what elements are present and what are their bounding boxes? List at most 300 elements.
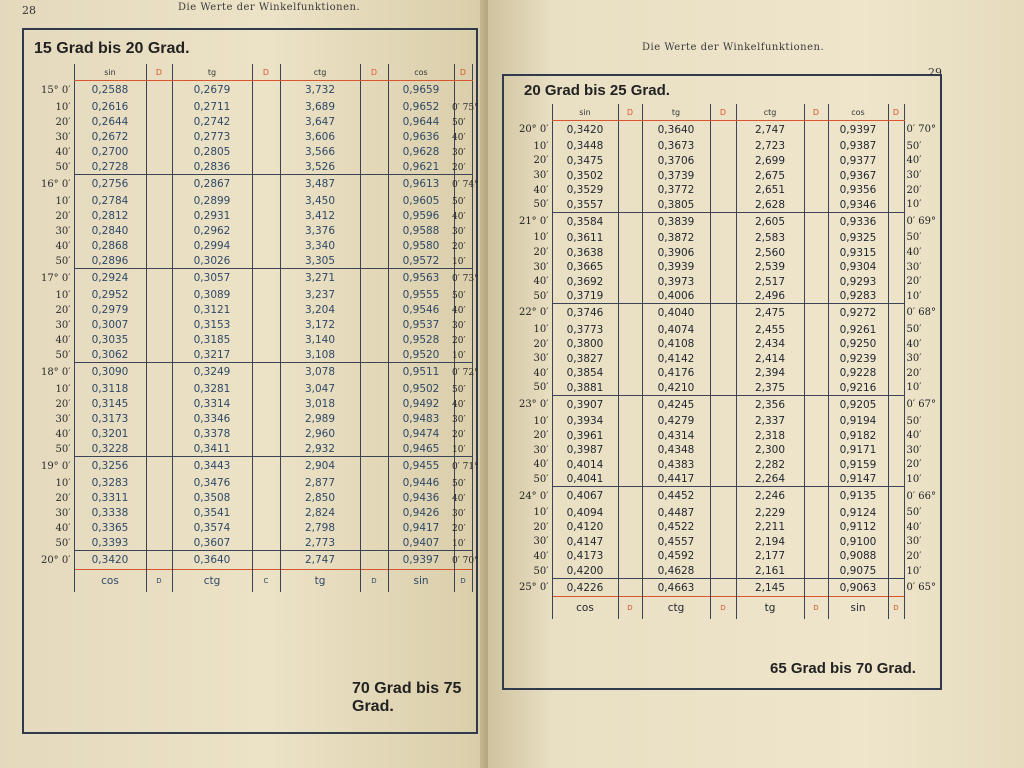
angle-label: 30′ bbox=[533, 261, 549, 273]
tg-value: 0,4663 bbox=[642, 578, 710, 597]
diff-cell bbox=[710, 428, 736, 443]
table-row bbox=[504, 183, 956, 198]
ctg-value: 3,108 bbox=[280, 348, 360, 363]
table-row bbox=[504, 154, 956, 169]
sin-value: 0,2616 bbox=[74, 100, 146, 115]
cos-value: 0,9520 bbox=[388, 348, 454, 363]
table-row bbox=[26, 130, 472, 145]
sin-value: 0,3800 bbox=[552, 337, 618, 352]
cos-value: 0,9596 bbox=[388, 209, 454, 224]
angle-label: 50′ bbox=[55, 255, 71, 267]
sin-value: 0,2700 bbox=[74, 145, 146, 160]
cos-value: 0,9492 bbox=[388, 397, 454, 412]
complement-angle-label: 10′ bbox=[906, 199, 922, 211]
sin-value: 0,3773 bbox=[552, 322, 618, 337]
diff-cell bbox=[146, 457, 172, 476]
column-footer: D bbox=[146, 570, 172, 592]
tg-value: 0,4314 bbox=[642, 428, 710, 443]
diff-cell bbox=[252, 348, 280, 363]
diff-cell bbox=[252, 476, 280, 491]
diff-cell bbox=[804, 212, 828, 231]
diff-cell bbox=[146, 175, 172, 194]
diff-cell bbox=[710, 520, 736, 535]
diff-cell bbox=[252, 427, 280, 442]
header-blank bbox=[26, 570, 74, 592]
diff-cell bbox=[618, 212, 642, 231]
cos-value: 0,9315 bbox=[828, 245, 888, 260]
diff-cell bbox=[618, 578, 642, 597]
diff-cell bbox=[804, 139, 828, 154]
ctg-value: 2,583 bbox=[736, 231, 804, 246]
diff-cell bbox=[618, 351, 642, 366]
tg-value: 0,2711 bbox=[172, 100, 252, 115]
header-blank bbox=[904, 104, 956, 121]
diff-cell bbox=[618, 535, 642, 550]
diff-cell bbox=[618, 487, 642, 506]
complement-angle-label: 0′ 72° bbox=[452, 368, 479, 378]
table-row bbox=[504, 274, 956, 289]
cos-value: 0,9261 bbox=[828, 322, 888, 337]
diff-cell bbox=[888, 458, 904, 473]
table-row bbox=[504, 549, 956, 564]
sin-value: 0,3557 bbox=[552, 197, 618, 212]
tg-value: 0,3346 bbox=[172, 412, 252, 427]
table-row bbox=[26, 427, 472, 442]
tg-value: 0,4557 bbox=[642, 535, 710, 550]
angle-label: 19° 0′ bbox=[40, 460, 71, 472]
bottom-header-row bbox=[26, 570, 472, 592]
complement-angle-label: 30′ bbox=[906, 353, 922, 365]
cos-value: 0,9502 bbox=[388, 382, 454, 397]
diff-cell bbox=[252, 506, 280, 521]
ctg-value: 2,699 bbox=[736, 154, 804, 169]
sin-value: 0,3007 bbox=[74, 318, 146, 333]
angle-label: 10′ bbox=[533, 140, 549, 152]
table-row bbox=[504, 443, 956, 458]
table-row bbox=[26, 160, 472, 175]
diff-cell bbox=[888, 487, 904, 506]
diff-cell bbox=[804, 414, 828, 429]
sin-value: 0,4226 bbox=[552, 578, 618, 597]
diff-cell bbox=[888, 381, 904, 396]
diff-cell bbox=[618, 549, 642, 564]
tg-value: 0,3185 bbox=[172, 333, 252, 348]
ctg-value: 2,211 bbox=[736, 520, 804, 535]
angle-label: 20′ bbox=[533, 430, 549, 442]
right-range-bottom: 65 Grad bis 70 Grad. bbox=[770, 660, 916, 677]
diff-cell bbox=[252, 536, 280, 551]
diff-cell bbox=[360, 239, 388, 254]
diff-cell bbox=[804, 381, 828, 396]
tg-value: 0,3153 bbox=[172, 318, 252, 333]
diff-cell bbox=[146, 476, 172, 491]
ctg-value: 3,305 bbox=[280, 254, 360, 269]
angle-label: 30′ bbox=[55, 225, 71, 237]
column-header: sin bbox=[552, 104, 618, 121]
sin-value: 0,4014 bbox=[552, 458, 618, 473]
tg-value: 0,2994 bbox=[172, 239, 252, 254]
ctg-value: 3,140 bbox=[280, 333, 360, 348]
diff-cell bbox=[360, 412, 388, 427]
table-row bbox=[504, 472, 956, 487]
sin-value: 0,3881 bbox=[552, 381, 618, 396]
table-row bbox=[504, 231, 956, 246]
cos-value: 0,9171 bbox=[828, 443, 888, 458]
cos-value: 0,9636 bbox=[388, 130, 454, 145]
ctg-value: 3,732 bbox=[280, 81, 360, 100]
diff-cell bbox=[146, 130, 172, 145]
cos-value: 0,9075 bbox=[828, 564, 888, 579]
tg-value: 0,3673 bbox=[642, 139, 710, 154]
tg-value: 0,3640 bbox=[172, 551, 252, 570]
cos-value: 0,9100 bbox=[828, 535, 888, 550]
angle-label: 10′ bbox=[533, 324, 549, 336]
angle-label: 20′ bbox=[55, 116, 71, 128]
diff-cell bbox=[804, 505, 828, 520]
angle-label: 50′ bbox=[533, 565, 549, 577]
diff-cell bbox=[146, 348, 172, 363]
tg-value: 0,2773 bbox=[172, 130, 252, 145]
diff-cell bbox=[710, 549, 736, 564]
diff-cell bbox=[146, 397, 172, 412]
diff-cell bbox=[360, 81, 388, 100]
diff-cell bbox=[360, 100, 388, 115]
complement-angle-label: 0′ 68° bbox=[906, 307, 937, 319]
complement-angle-label: 10′ bbox=[452, 539, 466, 549]
ctg-value: 2,337 bbox=[736, 414, 804, 429]
column-header: sin bbox=[74, 64, 146, 81]
table-row bbox=[26, 269, 472, 288]
table-row bbox=[26, 491, 472, 506]
diff-cell bbox=[888, 245, 904, 260]
table-row bbox=[26, 521, 472, 536]
ctg-value: 2,747 bbox=[736, 121, 804, 140]
angle-label: 40′ bbox=[55, 146, 71, 158]
tg-value: 0,3739 bbox=[642, 168, 710, 183]
tg-value: 0,4108 bbox=[642, 337, 710, 352]
diff-cell bbox=[804, 231, 828, 246]
complement-angle-label: 30′ bbox=[906, 536, 922, 548]
ctg-value: 2,539 bbox=[736, 260, 804, 275]
ctg-value: 2,356 bbox=[736, 395, 804, 414]
diff-cell bbox=[804, 274, 828, 289]
angle-label: 24° 0′ bbox=[518, 490, 549, 502]
ctg-value: 2,798 bbox=[280, 521, 360, 536]
ctg-value: 3,376 bbox=[280, 224, 360, 239]
diff-cell bbox=[618, 472, 642, 487]
diff-cell bbox=[618, 304, 642, 323]
sin-value: 0,4147 bbox=[552, 535, 618, 550]
right-trig-table bbox=[504, 104, 956, 619]
complement-angle-label: 0′ 66° bbox=[906, 490, 937, 502]
diff-cell bbox=[360, 521, 388, 536]
ctg-value: 2,161 bbox=[736, 564, 804, 579]
table-row bbox=[26, 412, 472, 427]
left-running-title: Die Werte der Winkelfunktionen. bbox=[178, 2, 361, 13]
cos-value: 0,9112 bbox=[828, 520, 888, 535]
sin-value: 0,3448 bbox=[552, 139, 618, 154]
diff-cell bbox=[146, 491, 172, 506]
diff-cell bbox=[888, 121, 904, 140]
ctg-value: 2,496 bbox=[736, 289, 804, 304]
diff-cell bbox=[710, 351, 736, 366]
tg-value: 0,3443 bbox=[172, 457, 252, 476]
diff-cell bbox=[804, 472, 828, 487]
diff-cell bbox=[252, 288, 280, 303]
diff-cell bbox=[804, 197, 828, 212]
complement-angle-label: 30′ bbox=[452, 148, 466, 158]
column-header: D bbox=[146, 64, 172, 81]
diff-cell bbox=[618, 322, 642, 337]
diff-cell bbox=[710, 535, 736, 550]
complement-angle-label: 30′ bbox=[906, 261, 922, 273]
cos-value: 0,9546 bbox=[388, 303, 454, 318]
cos-value: 0,9483 bbox=[388, 412, 454, 427]
angle-label: 30′ bbox=[533, 170, 549, 182]
diff-cell bbox=[888, 472, 904, 487]
tg-value: 0,3805 bbox=[642, 197, 710, 212]
diff-cell bbox=[618, 154, 642, 169]
complement-angle-label: 50′ bbox=[452, 118, 466, 128]
table-row bbox=[26, 175, 472, 194]
cos-value: 0,9426 bbox=[388, 506, 454, 521]
cos-value: 0,9239 bbox=[828, 351, 888, 366]
diff-cell bbox=[252, 457, 280, 476]
complement-angle-label: 30′ bbox=[906, 444, 922, 456]
complement-angle-label: 40′ bbox=[452, 212, 466, 222]
complement-angle-label: 10′ bbox=[906, 473, 922, 485]
sin-value: 0,4067 bbox=[552, 487, 618, 506]
diff-cell bbox=[360, 288, 388, 303]
sin-value: 0,3934 bbox=[552, 414, 618, 429]
diff-cell bbox=[252, 491, 280, 506]
column-footer: D bbox=[710, 597, 736, 619]
column-footer: C bbox=[252, 570, 280, 592]
diff-cell bbox=[360, 348, 388, 363]
angle-label: 40′ bbox=[55, 240, 71, 252]
cos-value: 0,9572 bbox=[388, 254, 454, 269]
complement-angle-label: 40′ bbox=[906, 430, 922, 442]
sin-value: 0,3365 bbox=[74, 521, 146, 536]
diff-cell bbox=[710, 183, 736, 198]
sin-value: 0,3746 bbox=[552, 304, 618, 323]
cos-value: 0,9563 bbox=[388, 269, 454, 288]
column-footer: D bbox=[618, 597, 642, 619]
angle-label: 20′ bbox=[55, 492, 71, 504]
diff-cell bbox=[804, 121, 828, 140]
left-page bbox=[0, 0, 488, 768]
header-blank bbox=[26, 64, 74, 81]
angle-label: 10′ bbox=[533, 415, 549, 427]
diff-cell bbox=[360, 254, 388, 269]
table-row bbox=[26, 476, 472, 491]
diff-cell bbox=[888, 564, 904, 579]
table-row bbox=[504, 197, 956, 212]
diff-cell bbox=[804, 578, 828, 597]
diff-cell bbox=[888, 520, 904, 535]
diff-cell bbox=[252, 145, 280, 160]
diff-cell bbox=[804, 458, 828, 473]
tg-value: 0,4592 bbox=[642, 549, 710, 564]
ctg-value: 2,850 bbox=[280, 491, 360, 506]
cos-value: 0,9446 bbox=[388, 476, 454, 491]
angle-label: 40′ bbox=[533, 459, 549, 471]
tg-value: 0,2742 bbox=[172, 115, 252, 130]
diff-cell bbox=[146, 239, 172, 254]
diff-cell bbox=[252, 521, 280, 536]
diff-cell bbox=[618, 121, 642, 140]
diff-cell bbox=[888, 337, 904, 352]
tg-value: 0,2931 bbox=[172, 209, 252, 224]
angle-label: 20′ bbox=[533, 247, 549, 259]
ctg-value: 2,246 bbox=[736, 487, 804, 506]
diff-cell bbox=[710, 212, 736, 231]
cos-value: 0,9417 bbox=[388, 521, 454, 536]
angle-label: 17° 0′ bbox=[40, 272, 71, 284]
diff-cell bbox=[618, 428, 642, 443]
complement-angle-label: 40′ bbox=[452, 400, 466, 410]
ctg-value: 3,204 bbox=[280, 303, 360, 318]
ctg-value: 2,904 bbox=[280, 457, 360, 476]
sin-value: 0,2728 bbox=[74, 160, 146, 175]
complement-angle-label: 40′ bbox=[452, 306, 466, 316]
table-row bbox=[504, 245, 956, 260]
diff-cell bbox=[252, 224, 280, 239]
ctg-value: 3,647 bbox=[280, 115, 360, 130]
table-row bbox=[26, 333, 472, 348]
sin-value: 0,3393 bbox=[74, 536, 146, 551]
diff-cell bbox=[618, 289, 642, 304]
diff-cell bbox=[360, 269, 388, 288]
cos-value: 0,9605 bbox=[388, 194, 454, 209]
ctg-value: 2,605 bbox=[736, 212, 804, 231]
complement-angle-label: 20′ bbox=[906, 550, 922, 562]
tg-value: 0,4142 bbox=[642, 351, 710, 366]
diff-cell bbox=[710, 458, 736, 473]
diff-cell bbox=[710, 381, 736, 396]
tg-value: 0,4522 bbox=[642, 520, 710, 535]
tg-value: 0,3574 bbox=[172, 521, 252, 536]
cos-value: 0,9356 bbox=[828, 183, 888, 198]
table-row bbox=[26, 239, 472, 254]
diff-cell bbox=[146, 318, 172, 333]
column-footer: ctg bbox=[642, 597, 710, 619]
table-row bbox=[26, 81, 472, 100]
cos-value: 0,9228 bbox=[828, 366, 888, 381]
sin-value: 0,3311 bbox=[74, 491, 146, 506]
table-row bbox=[26, 363, 472, 382]
complement-angle-label: 0′ 69° bbox=[906, 215, 937, 227]
sin-value: 0,3201 bbox=[74, 427, 146, 442]
sin-value: 0,3173 bbox=[74, 412, 146, 427]
complement-angle-label: 40′ bbox=[906, 338, 922, 350]
diff-cell bbox=[252, 239, 280, 254]
ctg-value: 3,271 bbox=[280, 269, 360, 288]
column-header: tg bbox=[642, 104, 710, 121]
diff-cell bbox=[710, 578, 736, 597]
column-footer: D bbox=[454, 570, 472, 592]
ctg-value: 2,932 bbox=[280, 442, 360, 457]
tg-value: 0,4383 bbox=[642, 458, 710, 473]
table-row bbox=[26, 318, 472, 333]
sin-value: 0,2672 bbox=[74, 130, 146, 145]
complement-angle-label bbox=[452, 82, 482, 101]
tg-value: 0,4417 bbox=[642, 472, 710, 487]
diff-cell bbox=[146, 442, 172, 457]
diff-cell bbox=[804, 351, 828, 366]
diff-cell bbox=[710, 154, 736, 169]
complement-angle-label: 20′ bbox=[452, 430, 466, 440]
diff-cell bbox=[888, 168, 904, 183]
diff-cell bbox=[360, 194, 388, 209]
tg-value: 0,2867 bbox=[172, 175, 252, 194]
sin-value: 0,4120 bbox=[552, 520, 618, 535]
sin-value: 0,2840 bbox=[74, 224, 146, 239]
cos-value: 0,9528 bbox=[388, 333, 454, 348]
diff-cell bbox=[710, 304, 736, 323]
complement-angle-label: 0′ 70° bbox=[452, 556, 479, 566]
diff-cell bbox=[618, 139, 642, 154]
angle-label: 20′ bbox=[55, 304, 71, 316]
cos-value: 0,9325 bbox=[828, 231, 888, 246]
header-blank bbox=[504, 597, 552, 619]
complement-angle-label: 50′ bbox=[452, 197, 466, 207]
diff-cell bbox=[252, 194, 280, 209]
ctg-value: 3,047 bbox=[280, 382, 360, 397]
sin-value: 0,3584 bbox=[552, 212, 618, 231]
complement-angle-label: 10′ bbox=[452, 257, 466, 267]
column-header: cos bbox=[388, 64, 454, 81]
diff-cell bbox=[888, 395, 904, 414]
column-footer: sin bbox=[828, 597, 888, 619]
diff-cell bbox=[618, 274, 642, 289]
diff-cell bbox=[710, 289, 736, 304]
table-row bbox=[504, 260, 956, 275]
diff-cell bbox=[710, 487, 736, 506]
diff-cell bbox=[618, 197, 642, 212]
diff-cell bbox=[360, 224, 388, 239]
diff-cell bbox=[888, 428, 904, 443]
diff-cell bbox=[804, 304, 828, 323]
ctg-value: 2,434 bbox=[736, 337, 804, 352]
diff-cell bbox=[710, 260, 736, 275]
sin-value: 0,3283 bbox=[74, 476, 146, 491]
angle-label: 50′ bbox=[533, 382, 549, 394]
ctg-value: 2,194 bbox=[736, 535, 804, 550]
ctg-value: 2,723 bbox=[736, 139, 804, 154]
diff-cell bbox=[710, 274, 736, 289]
table-row bbox=[504, 322, 956, 337]
diff-cell bbox=[618, 337, 642, 352]
sin-value: 0,2979 bbox=[74, 303, 146, 318]
diff-cell bbox=[252, 303, 280, 318]
complement-angle-label: 30′ bbox=[906, 170, 922, 182]
sin-value: 0,4200 bbox=[552, 564, 618, 579]
ctg-value: 2,318 bbox=[736, 428, 804, 443]
column-header: D bbox=[454, 64, 472, 81]
diff-cell bbox=[804, 395, 828, 414]
column-footer: D bbox=[888, 597, 904, 619]
diff-cell bbox=[888, 289, 904, 304]
cos-value: 0,9537 bbox=[388, 318, 454, 333]
diff-cell bbox=[710, 197, 736, 212]
cos-value: 0,9135 bbox=[828, 487, 888, 506]
diff-cell bbox=[618, 395, 642, 414]
table-row bbox=[26, 303, 472, 318]
ctg-value: 2,517 bbox=[736, 274, 804, 289]
angle-label: 30′ bbox=[55, 131, 71, 143]
diff-cell bbox=[360, 175, 388, 194]
